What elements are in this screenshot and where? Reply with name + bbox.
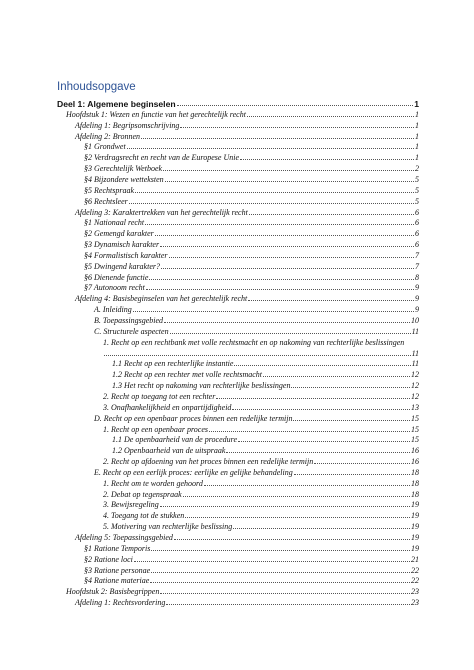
toc-entry[interactable] [84,184,419,195]
toc-page-number: 9 [415,294,419,304]
toc-page-number: 18 [411,489,419,499]
toc-page-number: 19 [411,500,419,510]
toc-page-number: 1 [415,109,419,119]
toc-page-number: 1 [414,99,419,109]
toc-entry[interactable] [84,260,419,271]
toc-page-number: 23 [411,587,419,597]
toc-page-number: 21 [411,554,419,564]
toc-page-number: 22 [411,576,419,586]
toc-entry[interactable] [103,455,419,466]
toc-entry[interactable] [112,433,419,444]
toc-entry[interactable] [112,444,419,455]
toc-entry-label: §2 Ratione loci [84,554,133,564]
toc-leader-dots [233,528,410,529]
toc-entry[interactable] [84,140,419,151]
toc-entry[interactable] [75,206,419,217]
toc-entry-label: Hoofdstuk 1: Wezen en functie van het gerechtelijk recht [66,109,246,119]
toc-entry-label: 1. Recht om te worden gehoord [103,478,203,488]
toc-leader-dots [160,506,410,507]
toc-page-number: 12 [411,391,419,401]
toc-entry-label: 2. Recht op afdoening van het proces binnen een redelijke termijn [103,457,314,467]
toc-entry[interactable] [112,357,419,368]
toc-leader-dots [127,148,414,149]
toc-leader-dots [234,365,410,366]
toc-leader-dots [174,539,410,540]
toc-leader-dots [185,517,410,518]
toc-page-number: 11 [411,326,419,336]
toc-leader-dots [226,452,410,453]
toc-entry-label: §3 Dynamisch karakter [84,240,160,250]
toc-leader-dots [247,116,414,117]
toc-leader-dots [216,398,410,399]
toc-entry[interactable] [84,227,419,238]
toc-entry[interactable] [84,271,419,282]
toc-title: Inhoudsopgave [57,81,136,93]
toc-entry-label: Afdeling 2: Bronnen [75,131,141,141]
toc-entry[interactable] [84,151,419,162]
toc-page-number: 6 [415,207,419,217]
toc-entry[interactable] [75,130,419,141]
toc-entry[interactable] [84,173,419,184]
toc-entry-label: 3. Bewijsregeling [103,500,159,510]
toc-entry-label: §4 Formalistisch karakter [84,250,168,260]
toc-page-number: 22 [411,565,419,575]
toc-page-number: 1 [415,142,419,152]
toc-entry-label: §2 Verdragsrecht en recht van de Europese Unie [84,153,239,163]
toc-entry-label: §1 Grondwet [84,142,126,152]
toc-entry[interactable] [75,292,419,303]
toc-entry[interactable] [112,368,419,379]
toc-leader-dots [293,420,410,421]
toc-entry[interactable] [84,564,419,575]
toc-entry-label: Afdeling 1: Rechtsvordering [75,598,166,608]
toc-entry[interactable] [94,466,419,477]
toc-leader-dots [169,257,414,258]
toc-entry[interactable] [84,542,419,553]
toc-leader-dots [263,376,410,377]
toc-page-number: 23 [411,598,419,608]
toc-leader-dots [249,214,414,215]
toc-page-number: 9 [415,305,419,315]
toc-entry-label: D. Recht op een openbaar proces binnen een redelijke termijn [94,413,293,423]
toc-page-number: 5 [415,174,419,184]
toc-leader-dots [204,485,410,486]
toc-entry-label: §5 Dwingend karakter? [84,261,160,271]
toc-entry-label: §3 Ratione personae [84,565,151,575]
toc-page-number: 18 [411,467,419,477]
toc-entry[interactable] [103,336,419,347]
toc-entry-label: A. Inleiding [94,305,132,315]
toc-page-number: 13 [411,402,419,412]
toc-page-number: 15 [411,424,419,434]
toc-entry-label: 1. Recht op een openbaar proces [103,424,209,434]
toc-page-number: 12 [411,381,419,391]
toc-entry[interactable] [75,119,419,130]
toc-leader-dots [150,582,410,583]
toc-entry-label: Afdeling 5: Toepassingsgebied [75,533,173,542]
toc-page-number: 15 [411,435,419,445]
toc-entry[interactable] [75,531,419,542]
toc-entry-label: §6 Dienende functie [84,272,149,282]
toc-entry-label: Afdeling 4: Basisbeginselen van het gerechtelijk recht [75,294,248,304]
toc-entry-label: 1.1 De openbaarheid van de procedure [112,435,238,445]
toc-entry[interactable] [84,162,419,173]
toc-leader-dots [149,279,414,280]
toc-entry-label: §2 Gemengd karakter [84,229,154,239]
toc-entry[interactable] [84,238,419,249]
toc-leader-dots [177,105,414,106]
toc-leader-dots [291,387,410,388]
toc-entry[interactable] [84,216,419,227]
toc-entry-label: §3 Gerechtelijk Wetboek [84,164,163,174]
toc-leader-dots [160,246,414,247]
toc-leader-dots [146,289,414,290]
toc-entry[interactable] [103,498,419,509]
toc-leader-dots [161,268,414,269]
toc-leader-dots [238,441,410,442]
toc-leader-dots [135,192,414,193]
toc-page-number: 6 [415,240,419,250]
toc-leader-dots [160,593,410,594]
toc-leader-dots [141,138,414,139]
toc-entry[interactable] [94,412,419,423]
toc-entry-label: §1 Nationaal recht [84,218,145,228]
toc-entry[interactable] [112,379,419,390]
toc-entry[interactable] [84,574,419,585]
toc-entry[interactable] [103,477,419,488]
toc-entry[interactable] [84,553,419,564]
toc-entry-label: B. Toepassingsgebied [94,316,164,325]
toc-page-number: 19 [411,533,419,542]
toc-entry-label: 3. Onafhankelijkheid en onpartijdigheid [103,402,232,412]
toc-entry-label: Afdeling 3: Karaktertrekken van het gerechtelijk recht [75,207,248,217]
toc-leader-dots [170,333,411,334]
toc-page-number: 12 [411,370,419,380]
toc-leader-dots [248,300,414,301]
toc-page-number: 10 [411,316,419,325]
toc-page-number: 1 [415,153,419,163]
toc-entry-label: §7 Autonoom recht [84,283,145,293]
toc-entry-label: Afdeling 1: Begripsomschrijving [75,120,180,130]
toc-entry[interactable] [84,195,419,206]
toc-page-number: 7 [415,250,419,260]
toc-leader-dots [151,572,410,573]
toc-entry-label: 1.2 Recht op een rechter met volle rechtsmacht [112,370,263,380]
toc-entry-label: §6 Rechtsleer [84,196,128,206]
toc-leader-dots [163,170,414,171]
toc-entry-label: §5 Rechtspraak [84,185,134,195]
toc-entry[interactable] [103,488,419,499]
toc-page-number: 7 [415,261,419,271]
toc-leader-dots [145,224,414,225]
toc-leader-dots [104,355,411,356]
toc-entry[interactable] [103,347,419,358]
toc-page-number: 2 [415,164,419,174]
toc-entry-label: §1 Ratione Temporis [84,543,151,553]
toc-leader-dots [133,311,414,312]
toc-entry[interactable] [66,585,419,596]
toc-page-number: 11 [411,359,419,369]
toc-entry[interactable] [103,509,419,520]
toc-page-number: 6 [415,218,419,228]
toc-leader-dots [183,496,410,497]
toc-entry-label: Hoofdstuk 2: Basisbegrippen [66,587,160,597]
toc-leader-dots [240,159,414,160]
toc-page-number: 11 [411,348,419,358]
toc-entry-label: 2. Recht op toegang tot een rechter [103,391,216,401]
toc-page-number: 16 [411,457,419,467]
toc-entry-label: 1. Recht op een rechtbank met volle rechtsmacht en op nakoming van rechterlijke beslissingen [103,337,405,347]
toc-leader-dots [134,561,410,562]
toc-leader-dots [151,550,410,551]
toc-leader-dots [129,203,414,204]
toc-page-number: 15 [411,413,419,423]
toc-leader-dots [209,431,410,432]
toc-entry[interactable] [103,390,419,401]
toc-page-number: 19 [411,543,419,553]
toc-page-number: 8 [415,272,419,282]
toc-leader-dots [155,235,414,236]
toc-entry[interactable] [66,108,419,119]
toc-entry-label: 1.1 Recht op een rechterlijke instantie [112,359,234,369]
toc-page-number: 16 [411,446,419,456]
toc-entry[interactable] [103,520,419,531]
toc-page-number: 9 [415,283,419,293]
toc-entry-label: C. Structurele aspecten [94,326,169,336]
toc-page-number: 5 [415,196,419,206]
toc-entry-label: E. Recht op een eerlijk proces: eerlijke en gelijke behandeling [94,467,293,477]
toc-entry-label: 1.2 Openbaarheid van de uitspraak [112,446,226,456]
toc-leader-dots [165,181,414,182]
toc-leader-dots [314,463,410,464]
toc-page-number: 19 [411,522,419,532]
toc-entry[interactable] [75,596,419,607]
toc-entry[interactable] [103,423,419,434]
toc-leader-dots [166,604,410,605]
toc-entry[interactable] [94,314,419,325]
toc-page-number: 19 [411,511,419,521]
toc-entry-label: §4 Ratione materiae [84,576,150,586]
toc-leader-dots [294,474,410,475]
toc-page-number: 1 [415,131,419,141]
toc-entry[interactable] [103,401,419,412]
toc-entry-label: Deel 1: Algemene beginselen [57,99,176,109]
toc-page-number: 5 [415,185,419,195]
toc-leader-dots [164,322,410,323]
toc-entry-label: 5. Motivering van rechterlijke beslissing [103,522,233,532]
toc-entry-label: 2. Debat op tegenspraak [103,489,182,499]
toc-page-number: 6 [415,229,419,239]
toc-page-number: 1 [415,120,419,130]
toc-entry-label: 1.3 Het recht op nakoming van rechterlijke beslissingen [112,381,291,391]
toc-entry-label: 4. Toegang tot de stukken [103,511,185,521]
toc-page-number: 18 [411,478,419,488]
toc-entry[interactable] [57,97,419,108]
toc-leader-dots [180,127,414,128]
toc-leader-dots [232,409,410,410]
toc-entry[interactable] [94,303,419,314]
toc-entry[interactable] [94,325,419,336]
toc-entry[interactable] [84,281,419,292]
toc-entry[interactable] [84,249,419,260]
toc-entry-label: §4 Bijzondere wetteksten [84,174,164,184]
